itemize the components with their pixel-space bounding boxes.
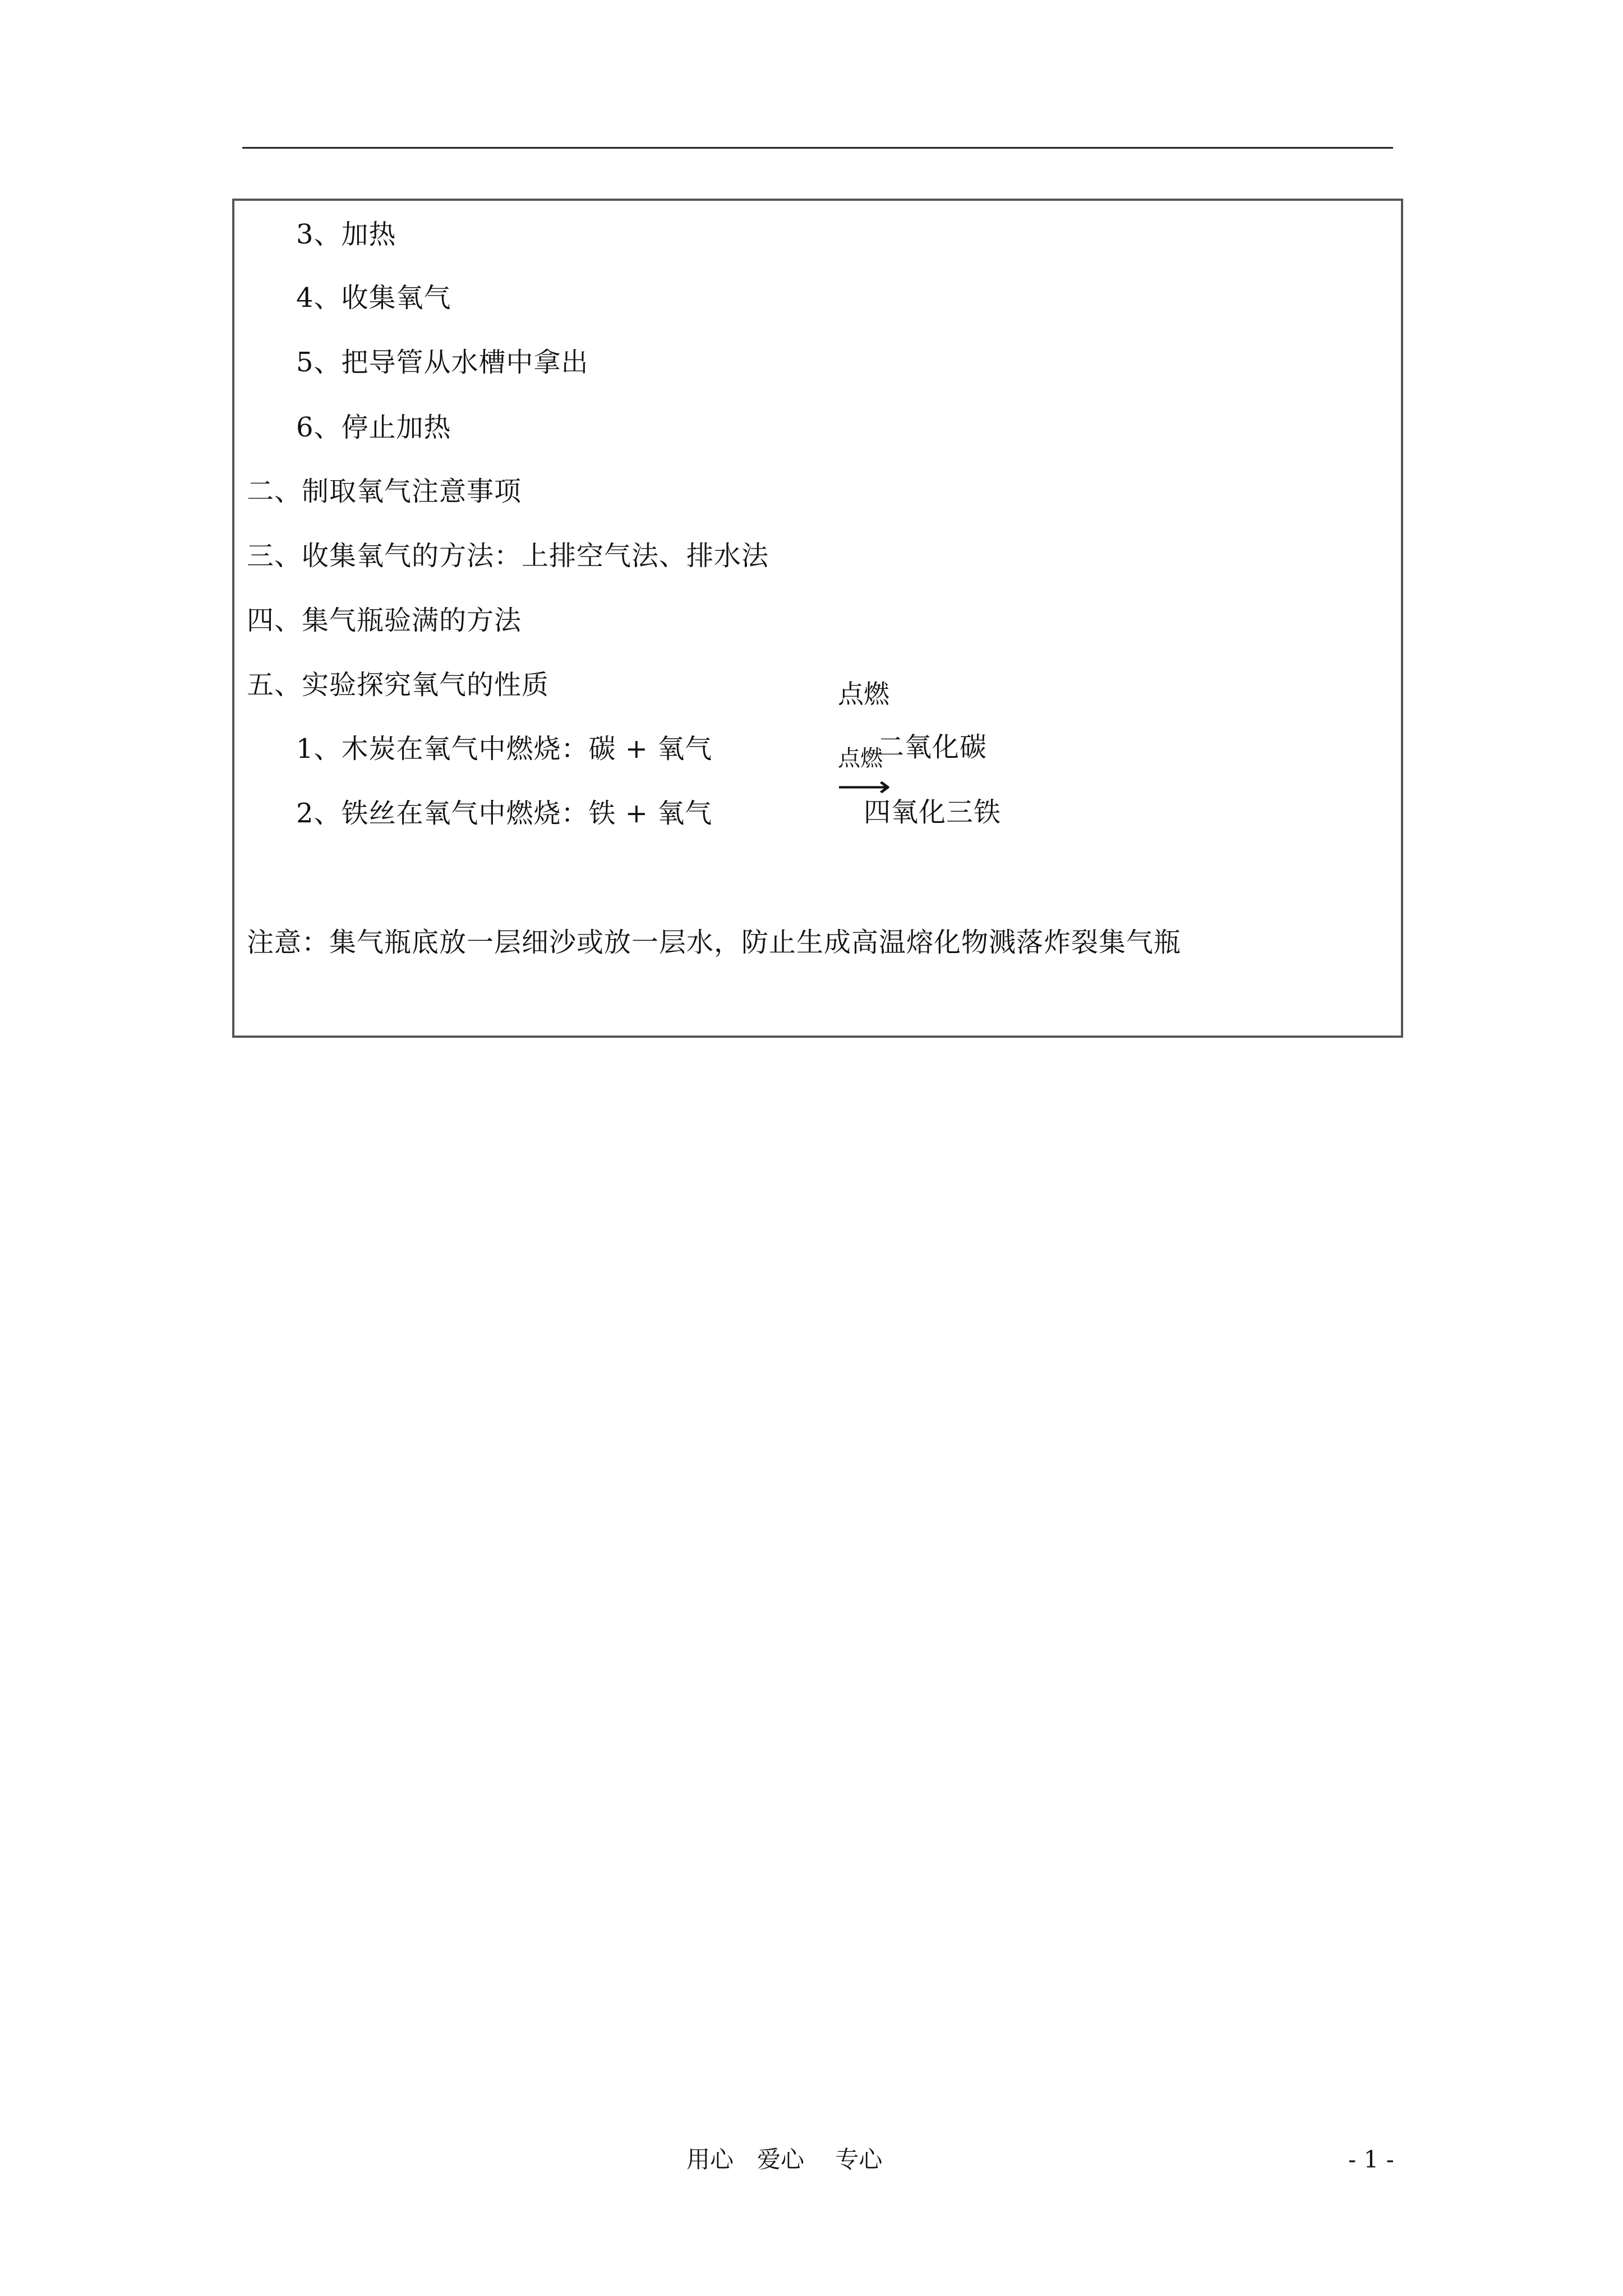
step-collect-oxygen: 4、收集氧气 bbox=[296, 282, 451, 314]
reaction-1-product: 二氧化碳 bbox=[877, 731, 988, 763]
step-remove-tube: 5、把导管从水槽中拿出 bbox=[296, 347, 589, 378]
page-number: - 1 - bbox=[1348, 2146, 1394, 2173]
safety-note: 注意：集气瓶底放一层细沙或放一层水，防止生成高温熔化物溅落炸裂集气瓶 bbox=[247, 927, 1182, 958]
reaction-2-condition: 点燃 bbox=[838, 746, 883, 771]
section-precautions: 二、制取氧气注意事项 bbox=[247, 476, 522, 507]
step-heating: 3、加热 bbox=[296, 219, 396, 250]
reaction-2-product: 四氧化三铁 bbox=[864, 797, 1002, 828]
reaction-1-condition: 点燃 bbox=[838, 679, 889, 709]
section-oxygen-properties: 五、实验探究氧气的性质 bbox=[247, 669, 550, 701]
header-rule bbox=[242, 147, 1393, 149]
section-collection-methods: 三、收集氧气的方法：上排空气法、排水法 bbox=[247, 540, 769, 572]
reaction-2-equation: 2、铁丝在氧气中燃烧：铁 + 氧气 bbox=[296, 798, 713, 829]
footer-motto: 用心 爱心 专心 bbox=[686, 2146, 883, 2173]
step-stop-heating: 6、停止加热 bbox=[296, 412, 451, 443]
reaction-1-equation: 1、木炭在氧气中燃烧：碳 + 氧气 bbox=[296, 733, 713, 765]
reaction-2-arrow: ⟶ bbox=[837, 770, 891, 803]
section-fullness-check: 四、集气瓶验满的方法 bbox=[247, 605, 522, 636]
